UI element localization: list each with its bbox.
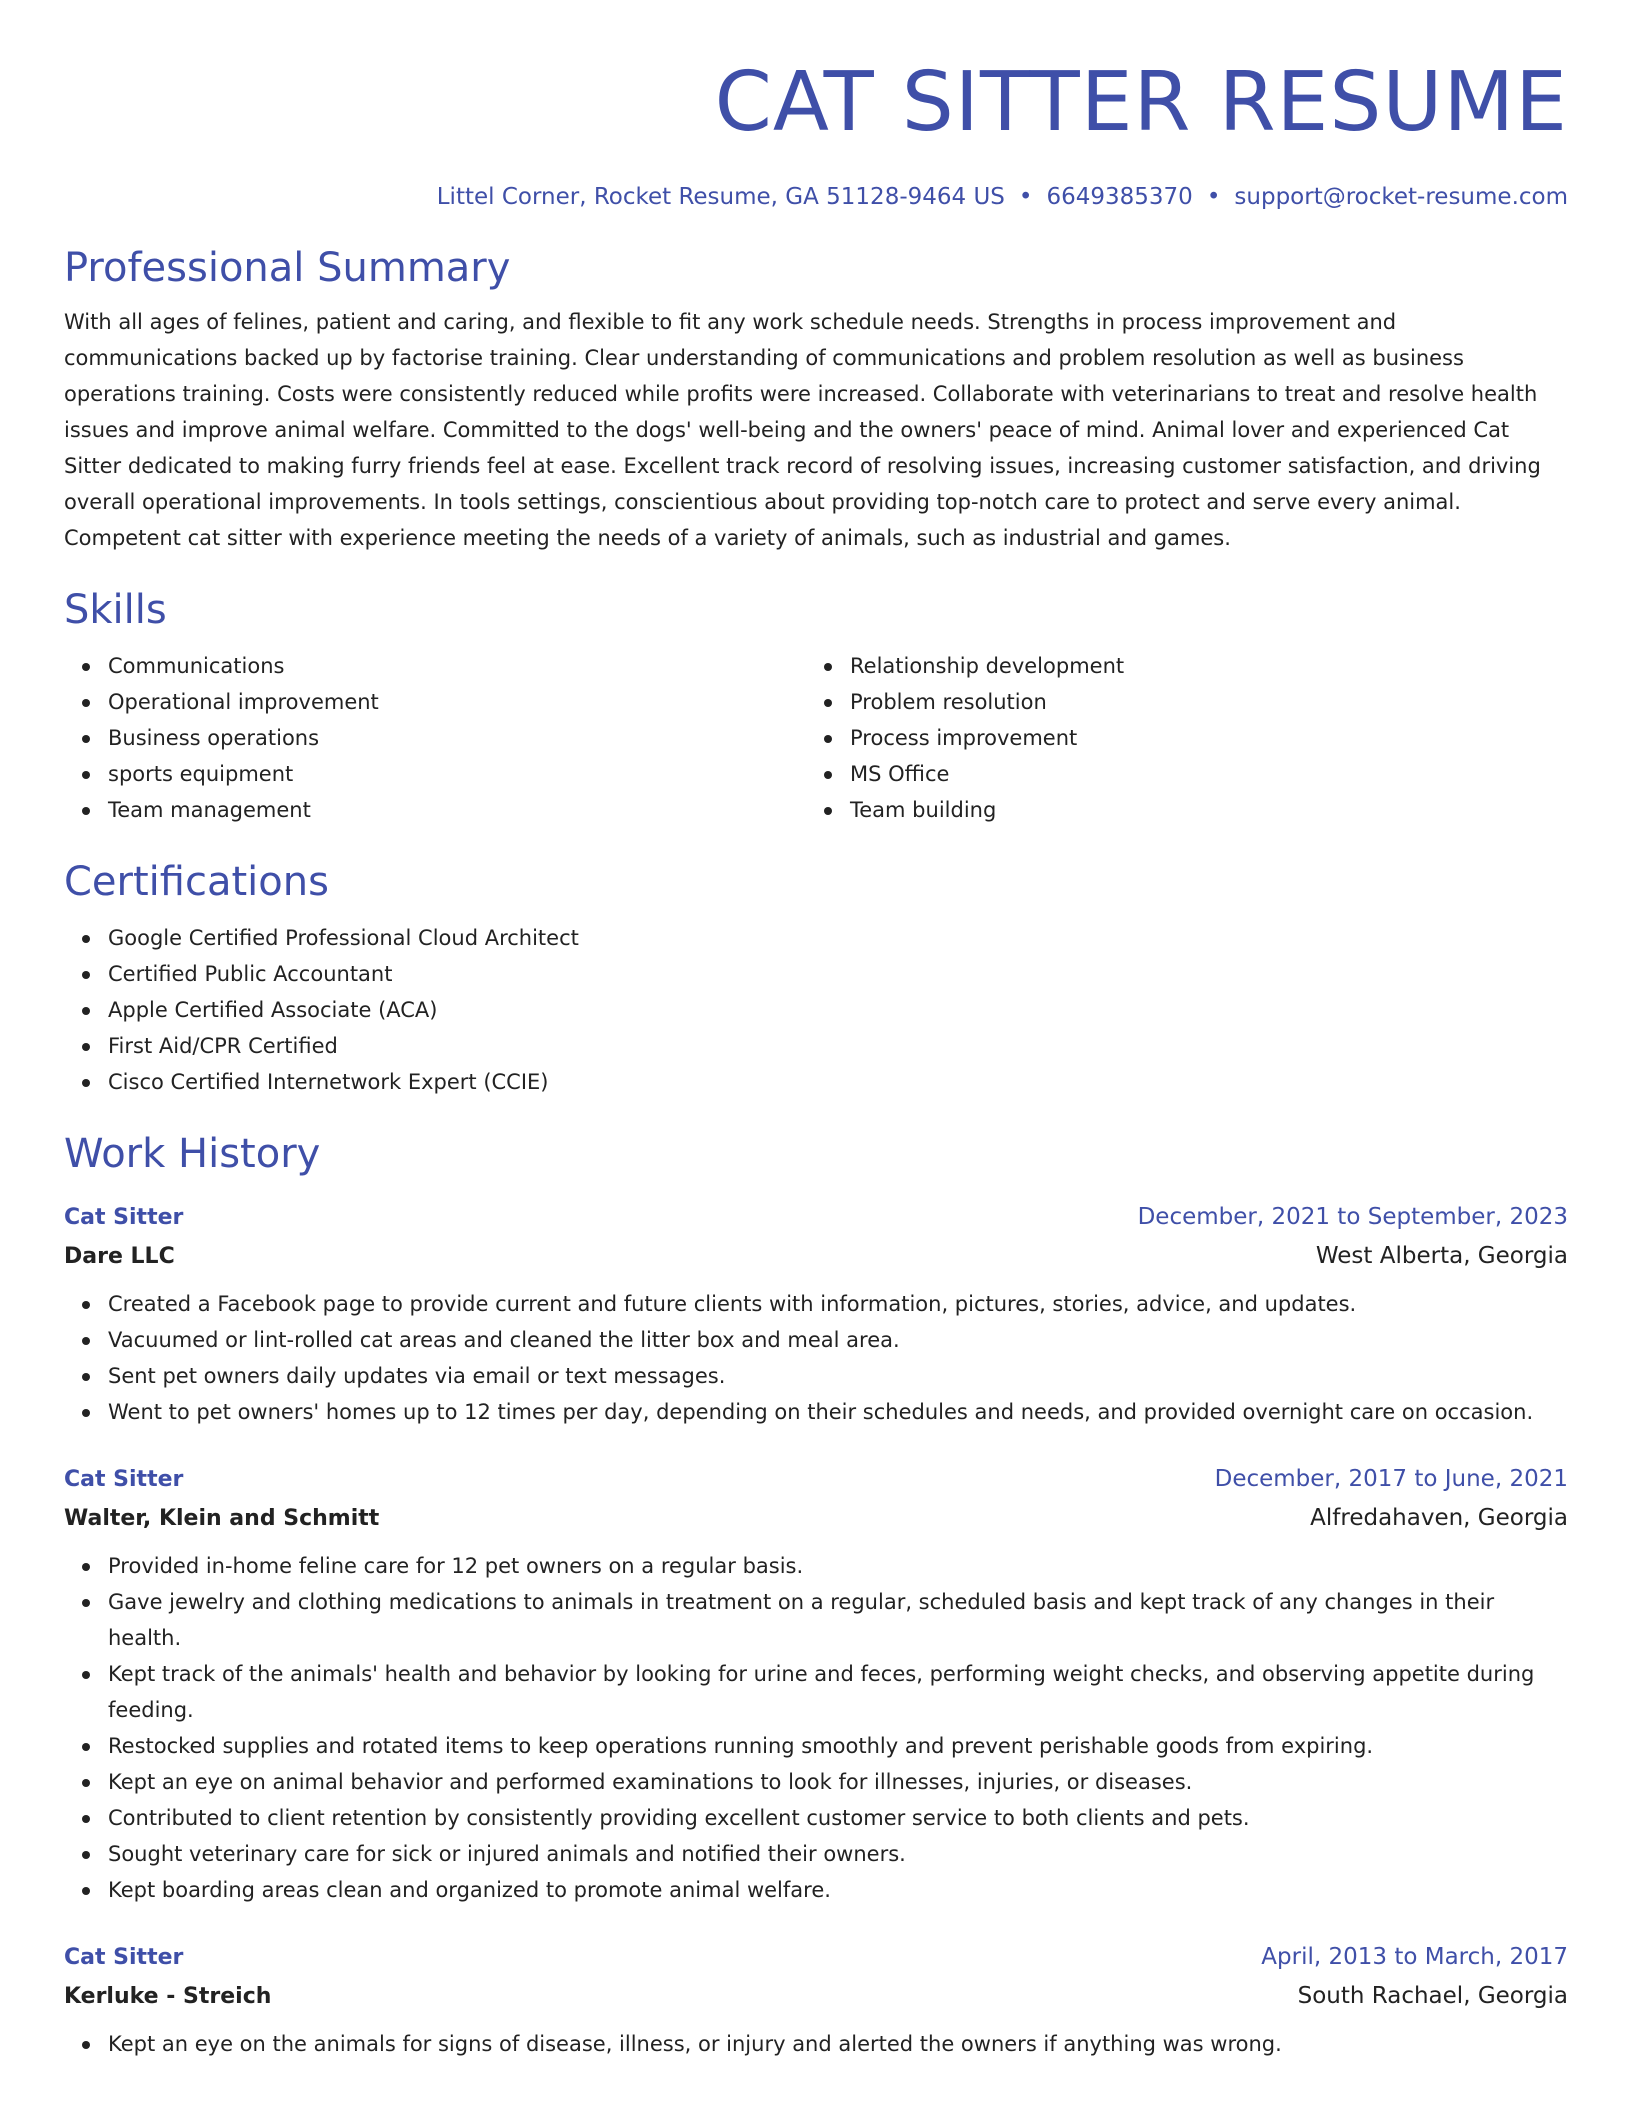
job-dates: December, 2021 to September, 2023 — [1137, 1204, 1568, 1230]
job-location: Alfredahaven, Georgia — [1310, 1505, 1568, 1531]
job-title: Cat Sitter — [64, 1205, 184, 1230]
skill-item: MS Office — [850, 756, 1568, 792]
skills-column-left — [64, 648, 806, 828]
skill-item: Business operations — [108, 720, 806, 756]
job-bullet: Created a Facebook page to provide current and future clients with information, pictures, stories, advice, and updates. — [108, 1286, 1568, 1322]
job-bullet: Gave jewelry and clothing medications to animals in treatment on a regular, scheduled basis and kept track of any changes in their health. — [108, 1584, 1568, 1656]
summary-heading: Professional Summary — [64, 245, 511, 291]
contact-line — [64, 182, 1568, 212]
job-bullets — [64, 1548, 1568, 1908]
skill-item: Relationship development — [850, 648, 1568, 684]
skills-column-right — [806, 648, 1568, 828]
certification-item: Google Certified Professional Cloud Architect — [108, 920, 1568, 956]
job-bullet: Kept track of the animals' health and behavior by looking for urine and feces, performing weight checks, and observing appetite during feeding. — [108, 1656, 1568, 1728]
job-title: Cat Sitter — [64, 1945, 184, 1970]
job-bullet: Vacuumed or lint-rolled cat areas and cleaned the litter box and meal area. — [108, 1322, 1568, 1358]
phone: 6649385370 — [1046, 184, 1193, 210]
work-history-heading: Work History — [64, 1131, 321, 1177]
skill-item: sports equipment — [108, 756, 806, 792]
job-company: Walter, Klein and Schmitt — [64, 1506, 380, 1531]
job-dates: April, 2013 to March, 2017 — [1261, 1944, 1568, 1970]
job-bullet: Sought veterinary care for sick or injured animals and notified their owners. — [108, 1836, 1568, 1872]
skills-heading: Skills — [64, 587, 167, 633]
job-title: Cat Sitter — [64, 1467, 184, 1492]
job-company: Kerluke - Streich — [64, 1984, 272, 2009]
job-bullet: Went to pet owners' homes up to 12 times per day, depending on their schedules and needs, and provided overnight care on occasion. — [108, 1394, 1568, 1430]
job-bullet: Kept an eye on animal behavior and performed examinations to look for illnesses, injuries, or diseases. — [108, 1764, 1568, 1800]
skill-item: Operational improvement — [108, 684, 806, 720]
certifications-list — [64, 920, 1568, 1100]
job-bullet: Provided in-home feline care for 12 pet owners on a regular basis. — [108, 1548, 1568, 1584]
summary-text: With all ages of felines, patient and caring, and flexible to fit any work schedule needs. Strengths in process improvement and communications backed up by factorise training. Clear understanding of communications and problem resolution as well as business operations training. Costs were consistently reduced while profits were increased. Collaborate with veterinarians to treat and resolve health issues and improve animal welfare. Committed to the dogs' well-being and the owners' peace of mind. Animal lover and experienced Cat Sitter dedicated to making furry friends feel at ease. Excellent track record of resolving issues, increasing customer satisfaction, and driving overall operational improvements. In tools settings, conscientious about providing top-notch care to protect and serve every animal. Competent cat sitter with experience meeting the needs of a variety of animals, such as industrial and games. — [64, 310, 1541, 550]
job-company: Dare LLC — [64, 1244, 175, 1269]
job-bullet: Restocked supplies and rotated items to keep operations running smoothly and prevent perishable goods from expiring. — [108, 1728, 1568, 1764]
job-bullet: Contributed to client retention by consistently providing excellent customer service to both clients and pets. — [108, 1800, 1568, 1836]
certification-item: First Aid/CPR Certified — [108, 1028, 1568, 1064]
page-title: CAT SITTER RESUME — [714, 55, 1568, 150]
separator: • — [1018, 184, 1033, 210]
job-bullet: Kept an eye on the animals for signs of disease, illness, or injury and alerted the owners if anything was wrong. — [108, 2026, 1568, 2062]
job-entry — [64, 1938, 1568, 2062]
skill-item: Team management — [108, 792, 806, 828]
job-bullet: Kept boarding areas clean and organized to promote animal welfare. — [108, 1872, 1568, 1908]
skills-list — [64, 648, 1568, 828]
certification-item: Cisco Certified Internetwork Expert (CCIE) — [108, 1064, 1568, 1100]
certification-item: Certified Public Accountant — [108, 956, 1568, 992]
skill-item: Process improvement — [850, 720, 1568, 756]
job-dates: December, 2017 to June, 2021 — [1214, 1466, 1568, 1492]
job-location: South Rachael, Georgia — [1297, 1983, 1568, 2009]
job-location: West Alberta, Georgia — [1315, 1243, 1568, 1269]
address: Littel Corner, Rocket Resume, GA 51128-9464 US — [436, 184, 1005, 210]
job-bullet: Sent pet owners daily updates via email or text messages. — [108, 1358, 1568, 1394]
skill-item: Problem resolution — [850, 684, 1568, 720]
skill-item: Team building — [850, 792, 1568, 828]
email-link[interactable]: support@rocket-resume.com — [1234, 184, 1568, 210]
job-bullets — [64, 2026, 1568, 2062]
skill-item: Communications — [108, 648, 806, 684]
job-entry — [64, 1460, 1568, 1908]
job-entry — [64, 1198, 1568, 1430]
separator: • — [1206, 184, 1221, 210]
certification-item: Apple Certified Associate (ACA) — [108, 992, 1568, 1028]
job-bullets — [64, 1286, 1568, 1430]
certifications-heading: Certifications — [64, 859, 329, 905]
